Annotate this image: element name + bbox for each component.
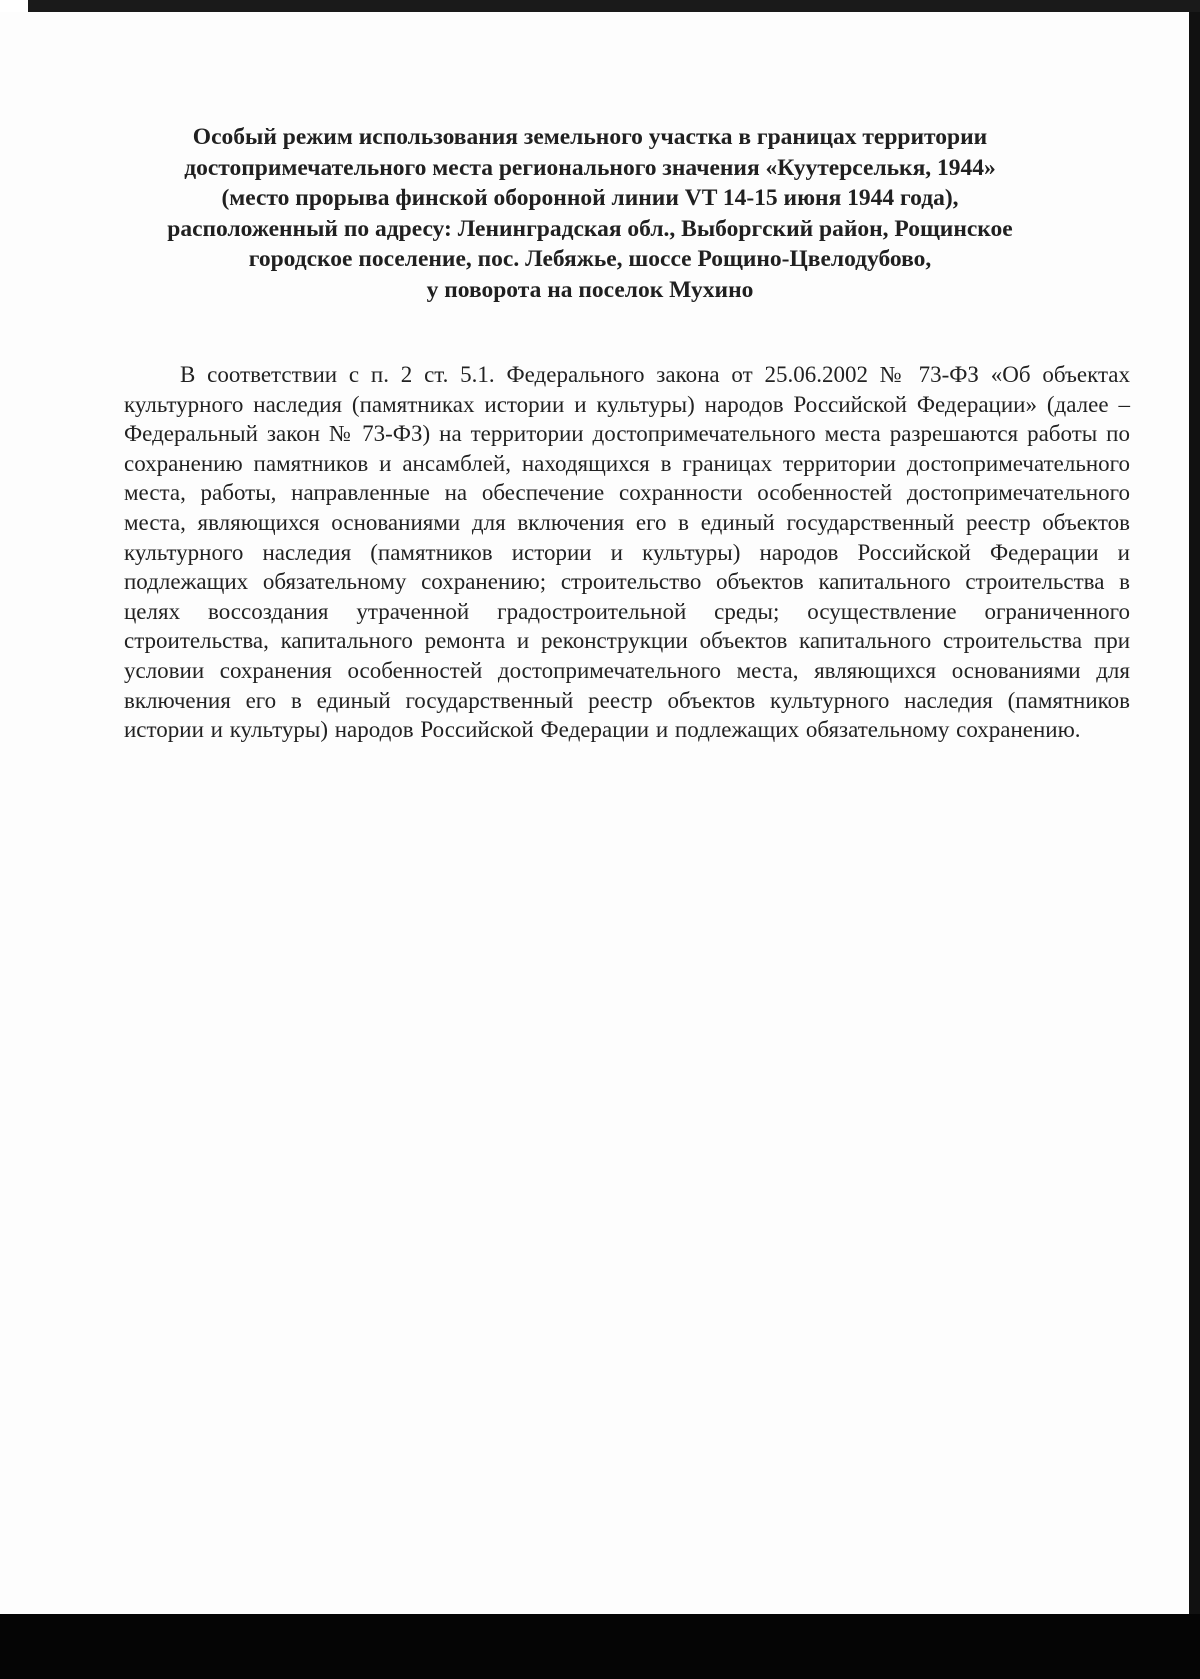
heading-line: (место прорыва финской оборонной линии VT 14-15 июня 1944 года), xyxy=(221,185,959,211)
heading-line: у поворота на поселок Мухино xyxy=(426,276,754,303)
heading-line: городское поселение, пос. Лебяжье, шоссе Рощино-Цвелодубово, xyxy=(248,246,932,272)
heading-line: Особый режим использования земельного участка в границах территории xyxy=(192,124,988,150)
document-sheet xyxy=(0,12,1189,1614)
body-paragraph: В соответствии с п. 2 ст. 5.1. Федерального закона от 25.06.2002 № 73-ФЗ «Об объектах культурного наследия (памятниках истории и культуры) народов Российской Федерации» (далее – Федеральный закон № 73-ФЗ) на территории достопримечательного места разрешаются работы по сохранению памятников и ансамблей, находящихся в границах территории достопримечательного места, работы, направленные на обеспечение сохранности особенностей достопримечательного места, являющихся основаниями для включения его в единый государственный реестр объектов культурного наследия (памятников истории и культуры) народов Российской Федерации и подлежащих обязательному сохранению; строительство объектов капитального строительства в целях воссоздания утраченной градостроительной среды; осуществление ограниченного строительства, капитального ремонта и реконструкции объектов капитального строительства при условии сохранения особенностей достопримечательного места, являющихся основаниями для включения его в единый государственный реестр объектов культурного наследия (памятников истории и культуры) народов Российской Федерации и подлежащих обязательному сохранению. xyxy=(124,362,1130,743)
heading-line: расположенный по адресу: Ленинградская обл., Выборгский район, Рощинское xyxy=(167,215,1013,242)
heading-line: достопримечательного места регионального значения «Куутерселькя, 1944» xyxy=(184,154,996,181)
scan-border-bottom xyxy=(0,1614,1200,1679)
document-heading xyxy=(110,122,1070,305)
scan-border-right xyxy=(1189,12,1200,1679)
scan-border-top xyxy=(28,0,1200,12)
